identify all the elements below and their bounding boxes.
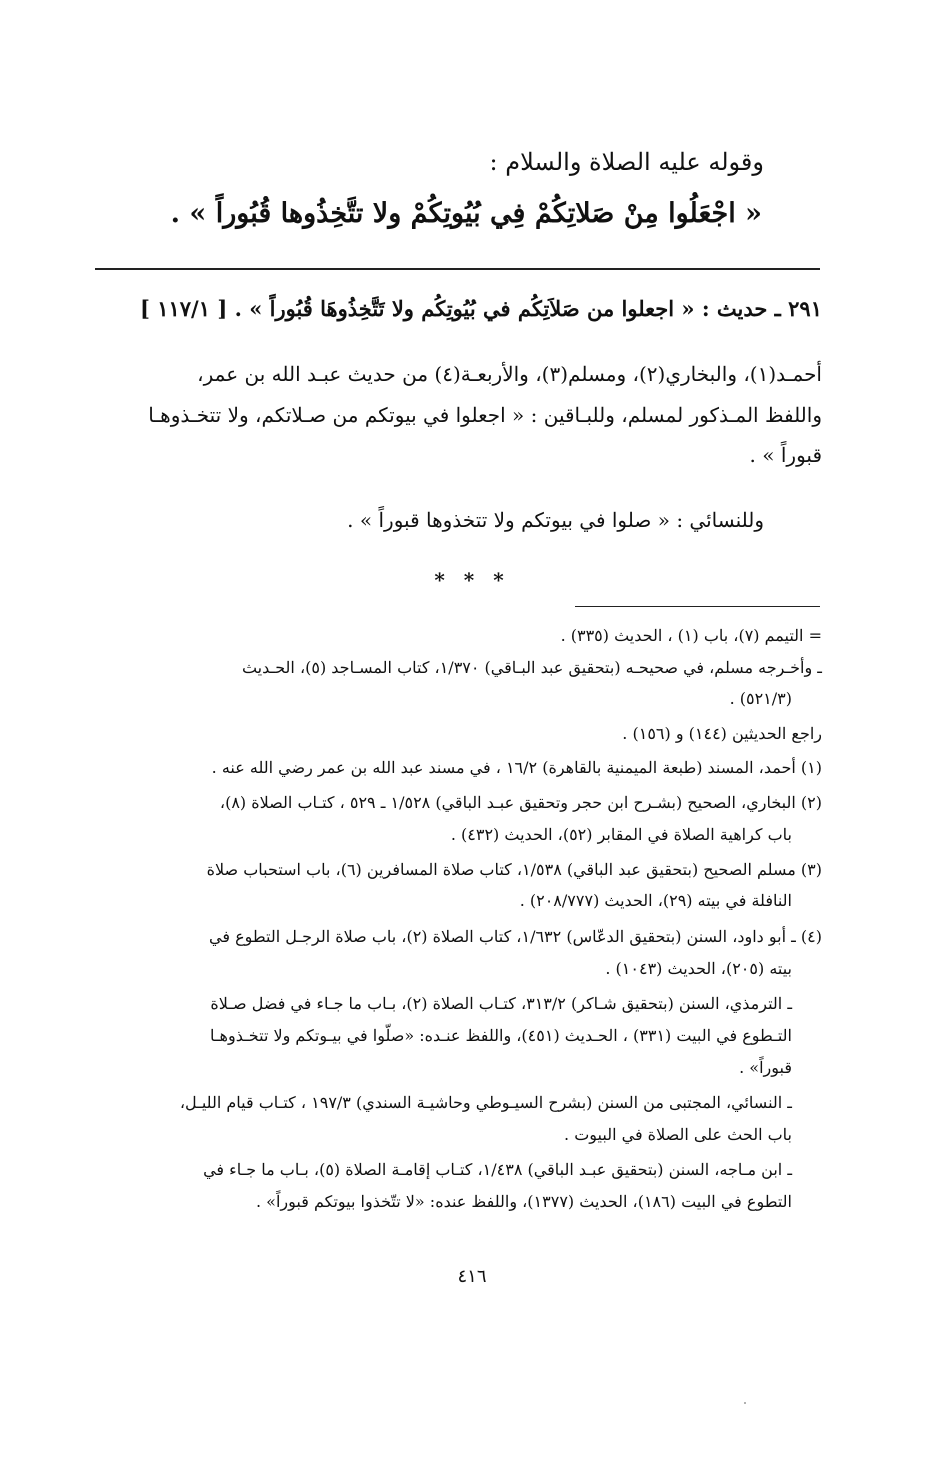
footnote-line: (٤) ـ أبو داود، السنن (بتحقيق الدعّاس) ١/٦٣٢، كتاب الصلاة (٢)، باب صلاة الرجـل التطوع في xyxy=(209,927,822,946)
scan-speck xyxy=(744,1402,746,1404)
body-line-1: أحمـد(١)، والبخاري(٢)، ومسلم(٣)، والأربعـة(٤) من حديث عبـد الله بن عمر، xyxy=(197,362,822,386)
footnote-line: باب كراهية الصلاة في المقابر (٥٢)، الحديث (٤٣٢) . xyxy=(450,825,792,844)
intro-line-1: وقوله عليه الصلاة والسلام : xyxy=(489,148,764,176)
footnote-line: قبوراً» . xyxy=(739,1058,792,1077)
section-separator: * * * xyxy=(434,568,510,592)
footnote-line: بيته (٢٠٥)، الحديث (١٠٤٣) . xyxy=(605,959,792,978)
footnote-line: باب الحث على الصلاة في البيوت . xyxy=(564,1125,792,1144)
body-line-2: واللفظ المـذكور لمسلم، وللبـاقين : « اجعلوا في بيوتكم من صـلاتكم، ولا تتخـذوهـا xyxy=(148,403,822,427)
footnote-line: التطوع في البيت (١٨٦)، الحديث (١٣٧٧)، واللفظ عنده: «لا تتّخذوا بيوتكم قبوراً» . xyxy=(256,1192,792,1211)
footnote-divider xyxy=(575,606,820,607)
intro-hadith-quote: « اجْعَلُوا مِنْ صَلاتِكُمْ فِي بُيُوتِكُمْ ولا تتَّخِذُوها قُبُوراً » . xyxy=(170,198,762,229)
footnote-line: التـطوع في البيت (٣٣١) ، الحـديث (٤٥١)، واللفظ عنـده: «صلّوا في بيـوتكم ولا تتخـذوهـا xyxy=(209,1026,792,1045)
hadith-heading: ٢٩١ ـ حديث : « اجعلوا من صَلاَتِكُم في بُيُوتِكُم ولا تَتَّخِذُوهَا قُبُوراً » . [ ١١٧/١ ] xyxy=(139,296,822,321)
body-line-3: قبوراً » . xyxy=(749,443,822,467)
top-divider xyxy=(95,268,820,270)
body-line-4: وللنسائي : « صلوا في بيوتكم ولا تتخذوها قبوراً » . xyxy=(347,508,764,532)
footnote-line: راجع الحديثين (١٤٤) و (١٥٦) . xyxy=(622,724,822,743)
footnote-line: = التيمم (٧)، باب (١) ، الحديث (٣٣٥) . xyxy=(560,626,822,645)
footnote-line: ـ الترمذي، السنن (بتحقيق شـاكر) ٣١٣/٢، كتـاب الصلاة (٢)، بـاب ما جـاء في فضل صـلاة xyxy=(210,994,792,1013)
footnote-line: ـ ابن مـاجه، السنن (بتحقيق عبـد الباقي) ١/٤٣٨، كتـاب إقامـة الصلاة (٥)، بـاب ما جـاء في xyxy=(203,1160,792,1179)
footnote-line: (٢) البخاري، الصحيح (بشـرح ابن حجر وتحقيق عبـد الباقي) ١/٥٢٨ ـ ٥٢٩ ، كتـاب الصلاة (٨)، xyxy=(219,793,822,812)
footnote-line: النافلة في بيته (٢٩)، الحديث (٢٠٨/٧٧٧) . xyxy=(519,891,792,910)
footnote-line: (٥٢١/٣) . xyxy=(729,689,792,708)
footnote-line: ـ وأخـرجه مسلم، في صحيحـه (بتحقيق عبد البـاقي) ١/٣٧٠، كتاب المسـاجد (٥)، الحـديث xyxy=(241,658,822,677)
page-number: ٤١٦ xyxy=(457,1266,487,1287)
footnote-line: ـ النسائي، المجتبى من السنن (بشرح السيـوطي وحاشيـة السندي) ١٩٧/٣ ، كتـاب قيام الليـل، xyxy=(179,1093,792,1112)
footnote-line: (٣) مسلم الصحيح (بتحقيق عبد الباقي) ١/٥٣٨، كتاب صلاة المسافرين (٦)، باب استحباب صلاة xyxy=(206,860,822,879)
footnote-line: (١) أحمد، المسند (طبعة الميمنية بالقاهرة) ١٦/٢ ، في مسند عبد الله بن عمر رضي الله عنه . xyxy=(211,758,822,777)
